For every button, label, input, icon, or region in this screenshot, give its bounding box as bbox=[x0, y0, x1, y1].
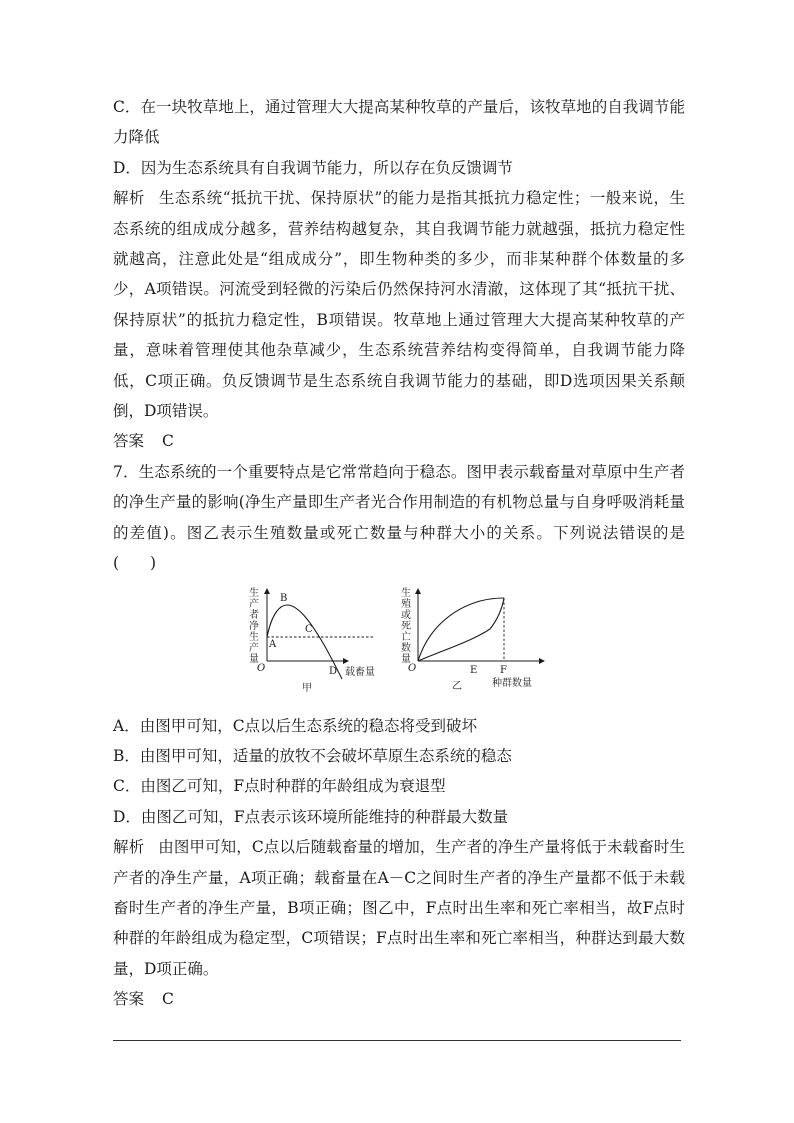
yi-ylabel bbox=[401, 586, 411, 665]
jia-point-c: C bbox=[305, 623, 313, 635]
yi-ylabel-char: 量 bbox=[401, 653, 411, 665]
analysis-text: 由图甲可知，C点以后随载畜量的增加，生产者的净生产量将低于未载畜时生产者的净生产量，A项正确；载畜量在A－C之间时生产者的净生产量都不低于未载畜时生产者的净生产量，B项正确；图乙中，F点时出生率和死亡率相当，故F点时种群的年龄组成为稳定型，C项错误；F点时出生率和死亡率相当，种群达到最大数量，D项正确。 bbox=[113, 838, 685, 978]
yi-curve-birth bbox=[418, 598, 504, 661]
yi-ylabel-char: 亡 bbox=[401, 631, 411, 643]
yi-ylabel-char: 数 bbox=[401, 642, 411, 654]
jia-xlabel: 载畜量 bbox=[345, 666, 375, 678]
yi-caption: 乙 bbox=[452, 680, 462, 692]
yi-ylabel-char: 或 bbox=[401, 609, 411, 621]
analysis-label: 解析 bbox=[113, 189, 145, 208]
yi-ylabel-char: 殖 bbox=[401, 598, 411, 610]
jia-ylabel-char: 产 bbox=[249, 642, 259, 654]
figures-row bbox=[113, 585, 685, 703]
jia-ylabel-char: 生 bbox=[249, 587, 259, 599]
jia-ylabel-char: 生 bbox=[249, 631, 259, 643]
q6-answer bbox=[113, 426, 685, 456]
q7-answer bbox=[113, 984, 685, 1014]
jia-ylabel-char: 者 bbox=[249, 609, 259, 621]
q7-option-d: D．由图乙可知，F点表示该环境所能维持的种群最大数量 bbox=[113, 807, 509, 826]
document-body bbox=[113, 92, 685, 1015]
yi-point-e: E bbox=[470, 664, 478, 676]
jia-point-b: B bbox=[280, 592, 288, 604]
yi-ylabel-char: 生 bbox=[401, 587, 411, 599]
figure-jia bbox=[246, 585, 376, 701]
figure-yi bbox=[396, 585, 546, 701]
analysis-label: 解析 bbox=[113, 838, 145, 857]
q7-option-b: B．由图甲可知，适量的放牧不会破坏草原生态系统的稳态 bbox=[113, 746, 512, 765]
option-c-q6: C．在一块牧草地上，通过管理大大提高某种牧草的产量后，该牧草地的自我调节能力降低 bbox=[113, 98, 685, 147]
q7-stem: 7．生态系统的一个重要特点是它常常趋向于稳态。图甲表示载畜量对草原中生产者的净生产量的影响(净生产量即生产者光合作用制造的有机物总量与自身呼吸消耗量的差值)。图乙表示生殖数量或死亡数量与种群大小的关系。下列说法错误的是( ) bbox=[113, 462, 685, 573]
jia-caption: 甲 bbox=[302, 682, 312, 694]
yi-xlabel: 种群数量 bbox=[492, 677, 532, 689]
yi-ylabel-char: 死 bbox=[401, 620, 411, 632]
answer-label: 答案 bbox=[113, 432, 145, 451]
jia-ylabel-char: 产 bbox=[249, 598, 259, 610]
jia-ylabel bbox=[249, 586, 259, 665]
jia-ylabel-char: 量 bbox=[249, 653, 259, 665]
jia-origin: O bbox=[257, 662, 266, 674]
analysis-text: 生态系统“抵抗干扰、保持原状”的能力是指其抵抗力稳定性；一般来说，生态系统的组成成分越多，营养结构越复杂，其自我调节能力就越强，抵抗力稳定性就越高，注意此处是“组成成分”，即生物种类的多少，而非某种群个体数量的多少，A项错误。河流受到轻微的污染后仍然保持河水清澈，这体现了其“抵抗干扰、保持原状”的抵抗力稳定性，B项错误。牧草地上通过管理大大提高某种牧草的产量，意味着管理使其他杂草减少，生态系统营养结构变得简单，自我调节能力降低，C项正确。负反馈调节是生态系统自我调节能力的基础，即D选项因果关系颠倒，D项错误。 bbox=[113, 189, 685, 421]
footer-rule bbox=[113, 1040, 681, 1041]
jia-point-a: A bbox=[269, 638, 277, 650]
q6-analysis bbox=[113, 183, 685, 426]
jia-ylabel-char: 净 bbox=[249, 620, 259, 632]
yi-curve-death bbox=[418, 598, 504, 661]
q7-option-a: A．由图甲可知，C点以后生态系统的稳态将受到破坏 bbox=[113, 716, 478, 735]
answer-value: C bbox=[162, 990, 174, 1009]
answer-label: 答案 bbox=[113, 990, 145, 1009]
answer-value: C bbox=[162, 432, 174, 451]
q7-analysis bbox=[113, 832, 685, 984]
option-d-q6: D．因为生态系统具有自我调节能力，所以存在负反馈调节 bbox=[113, 158, 513, 177]
q7-option-c: C．由图乙可知，F点时种群的年龄组成为衰退型 bbox=[113, 777, 446, 796]
jia-point-d: D bbox=[329, 665, 338, 677]
yi-origin: O bbox=[408, 662, 417, 674]
yi-point-f: F bbox=[500, 664, 507, 676]
